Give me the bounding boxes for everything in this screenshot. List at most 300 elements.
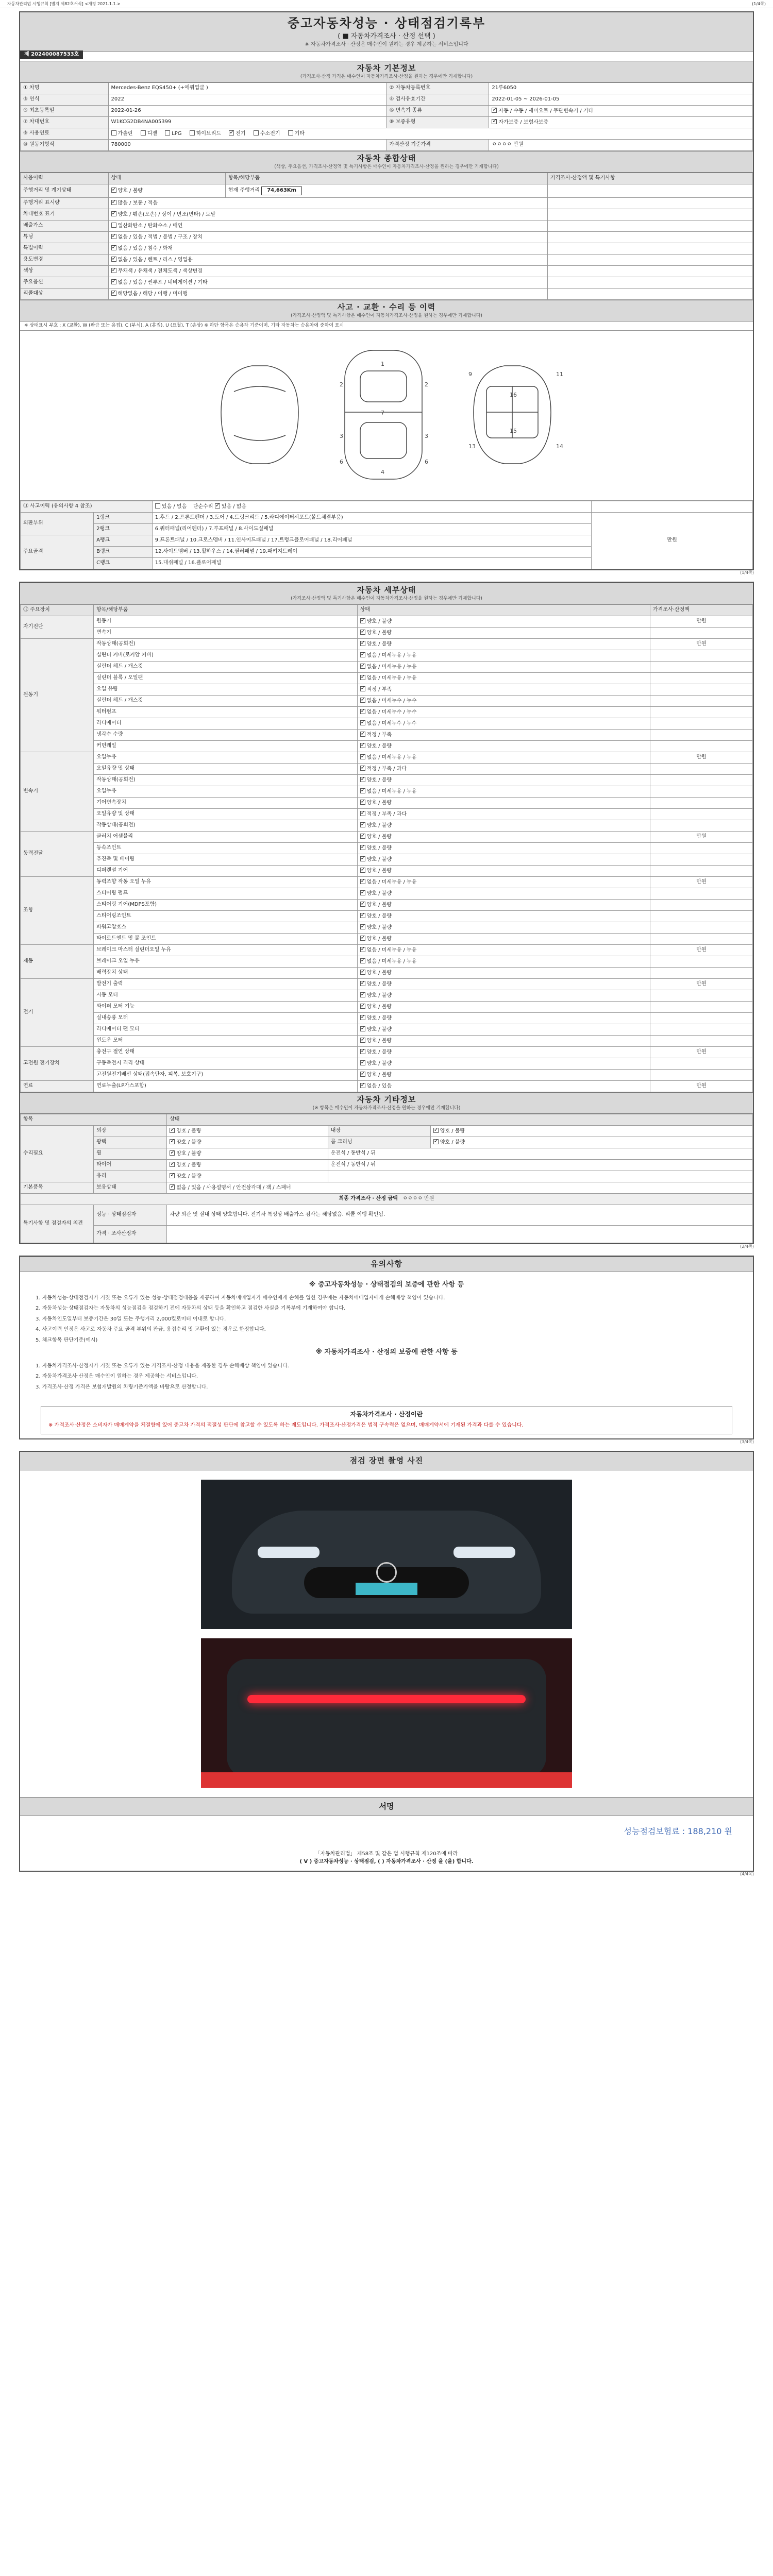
- device-group: 고전원 전기장치: [21, 1047, 94, 1081]
- headlamp-right: [453, 1547, 515, 1558]
- checkbox-checked-icon: [360, 618, 365, 623]
- cell-label: ③ 연식: [21, 94, 109, 105]
- checkbox-checked-icon: [170, 1128, 175, 1133]
- rank-label: C랭크: [94, 558, 153, 569]
- state-options: 일산화탄소 / 탄화수소 / 매연: [117, 223, 183, 229]
- state-options: 양호 / 불량: [366, 902, 392, 908]
- registration-number: 21루6050: [489, 82, 753, 94]
- form-title-block: [20, 12, 753, 58]
- part-name: 오일 유량: [94, 684, 358, 696]
- price-cell: [650, 934, 753, 945]
- table-row: [21, 265, 753, 277]
- price-cell: [650, 696, 753, 707]
- item-name: 룸 크리닝: [328, 1137, 430, 1148]
- base-price: ㅇㅇㅇㅇ 만원: [489, 139, 753, 150]
- table-row: [21, 616, 753, 628]
- table-row: [21, 1126, 753, 1137]
- item-state: [167, 1148, 328, 1160]
- part-state: [357, 956, 650, 968]
- table-row: [21, 741, 753, 752]
- price-cell: [650, 684, 753, 696]
- accident-heading: [20, 300, 753, 321]
- accident-history-label: ⑪ 사고이력 (유의사항 4 참조): [21, 501, 153, 513]
- checkbox-checked-icon: [360, 868, 365, 873]
- price-cell: [650, 764, 753, 775]
- state-options: 없음 / 미세누유 / 누유: [366, 947, 417, 953]
- svg-text:2: 2: [340, 381, 343, 388]
- part-state: [357, 990, 650, 1002]
- price-cell: [650, 628, 753, 639]
- checkbox-checked-icon: [360, 913, 365, 918]
- tail-light-bar: [247, 1695, 526, 1703]
- state-options: 양호 / 불량: [366, 641, 392, 647]
- part-state: [357, 866, 650, 877]
- transmission-options: 자동 / 수동 / 세미오토 / 무단변속기 / 기타: [498, 108, 594, 114]
- fuel-option: 가솔린: [117, 130, 133, 137]
- item-state: [167, 1137, 328, 1148]
- table-row: [21, 718, 753, 730]
- state-options: 없음 / 있음: [366, 1083, 392, 1089]
- part-state: [357, 922, 650, 934]
- column-header: 항목/해당부품: [94, 605, 358, 616]
- item-state: [108, 184, 225, 197]
- checkbox-checked-icon: [360, 720, 365, 725]
- page-indicator: (1/4쪽): [752, 1, 766, 6]
- device-group: 조향: [21, 877, 94, 945]
- basic-info-table: [20, 82, 753, 151]
- checkbox-icon: [254, 130, 259, 135]
- total-label: 최종 가격조사 · 산정 금액: [339, 1196, 398, 1202]
- vehicle-name: Mercedes-Benz EQS450+ (+에쿼업글 ): [108, 82, 386, 94]
- part-state: [357, 616, 650, 628]
- price-cell: [650, 956, 753, 968]
- price-cell: [650, 854, 753, 866]
- history-options: 있음 / 없음: [161, 503, 187, 510]
- price-cell: [548, 231, 753, 243]
- car-outline-icon: [190, 335, 582, 495]
- table-row: [21, 184, 753, 197]
- state-options: 양호 / 불량: [366, 970, 392, 976]
- part-state: [357, 888, 650, 900]
- checkbox-checked-icon: [111, 279, 116, 284]
- rank-parts: 1.후드 / 2.프론트펜더 / 3.도어 / 4.트렁크리드 / 5.라디에이터서포트(볼트체결부품): [152, 513, 592, 524]
- column-header: 상태: [167, 1114, 753, 1126]
- table-row: [21, 639, 753, 650]
- checkbox-checked-icon: [360, 845, 365, 850]
- table-row: [21, 696, 753, 707]
- notes-sub-heading: ※ 자동차가격조사 · 산정의 보증에 관한 사항 등: [315, 1348, 458, 1357]
- checkbox-checked-icon: [360, 777, 365, 782]
- notes-body: [20, 1272, 753, 1401]
- price-cell: [650, 820, 753, 832]
- part-state: [357, 1070, 650, 1081]
- other-title: 자동차 기타정보: [357, 1095, 416, 1104]
- price-cell: 만원: [650, 979, 753, 990]
- table-row: [21, 1182, 753, 1194]
- part-state: [357, 684, 650, 696]
- table-header-row: [21, 1114, 753, 1126]
- exterior-group: 외판부위: [21, 513, 94, 535]
- checkbox-checked-icon: [111, 200, 116, 205]
- note-item: 5. 체크항목 판단기준(예시): [36, 1337, 98, 1343]
- table-row: [21, 979, 753, 990]
- note-item: 2. 자동차가격조사·산정은 매수인이 원하는 경우 제공하는 서비스입니다.: [36, 1374, 198, 1380]
- price-cell: 만원: [650, 877, 753, 888]
- checkbox-checked-icon: [360, 630, 365, 635]
- table-row: [21, 650, 753, 662]
- part-name: 기어변속장치: [94, 798, 358, 809]
- part-name: 시동 모터: [94, 990, 358, 1002]
- checkbox-checked-icon: [360, 981, 365, 986]
- table-header-row: [21, 605, 753, 616]
- repair-label: 단순수리: [193, 503, 213, 510]
- summary-heading: [20, 151, 753, 173]
- column-header: 가격조사·산정액 및 특기사항: [548, 173, 753, 184]
- table-row: [21, 243, 753, 254]
- price-cell: [548, 288, 753, 299]
- accident-price: 만원: [592, 513, 753, 569]
- part-state: [357, 1081, 650, 1092]
- state-options: 양호 / 불량: [366, 936, 392, 942]
- checkbox-checked-icon: [360, 936, 365, 941]
- column-header: 가격조사·산정액: [650, 605, 753, 616]
- checkbox-checked-icon: [170, 1139, 175, 1144]
- part-state: [357, 1036, 650, 1047]
- checkbox-icon: [165, 130, 170, 135]
- basic-info-title: 자동차 기본정보: [357, 63, 416, 73]
- page-mark: (2/4쪽): [740, 1244, 754, 1249]
- state-options: 양호 / 불량: [366, 743, 392, 749]
- table-row: [21, 1194, 753, 1205]
- total-price: [21, 1194, 753, 1205]
- state-options: 양호 / 불량: [366, 1060, 392, 1066]
- rank-label: 2랭크: [94, 524, 153, 535]
- checkbox-icon: [288, 130, 293, 135]
- part-state: [357, 718, 650, 730]
- price-cell: [650, 1002, 753, 1013]
- state-options: 없음 / 미세누유 / 누유: [366, 788, 417, 794]
- cell-label: ⑥ 변속기 종류: [386, 105, 489, 116]
- part-name: 원동기: [94, 616, 358, 628]
- part-name: 작동상태(공회전): [94, 775, 358, 786]
- appraiser-label: 가격 · 조사산정자: [94, 1226, 167, 1243]
- part-name: 디퍼렌셜 기어: [94, 866, 358, 877]
- note-item: 2. 자동차성능·상태점검자는 자동차의 성능점검을 점검하기 전에 자동차의 상태 등을 확인하고 점검한 사실을 기록부에 기재하여야 합니다.: [36, 1306, 346, 1312]
- svg-text:1: 1: [381, 361, 384, 367]
- checkbox-checked-icon: [360, 958, 365, 963]
- state-options: 양호 / 불량: [366, 913, 392, 919]
- notes-sub-heading: ※ 중고자동차성능 · 상태점검의 보증에 관한 사항 등: [309, 1280, 464, 1289]
- checkbox-checked-icon: [360, 1072, 365, 1077]
- part-name: 작동상태(공회전): [94, 820, 358, 832]
- state-options: 양호 / 불량: [366, 845, 392, 851]
- device-group: 동력전달: [21, 832, 94, 877]
- table-row: [21, 866, 753, 877]
- part-state: [357, 673, 650, 684]
- price-cell: [650, 809, 753, 820]
- state-options: 양호 / 불량: [366, 890, 392, 896]
- checkbox-checked-icon: [111, 188, 116, 193]
- table-row: [21, 628, 753, 639]
- checkbox-checked-icon: [433, 1139, 439, 1144]
- part-state: [357, 730, 650, 741]
- checkbox-checked-icon: [111, 245, 116, 250]
- state-options: 무채색 / 유채색 / 전체도색 / 색상변경: [117, 268, 203, 274]
- state-options: 양호 / 불량: [176, 1150, 201, 1157]
- checkbox-checked-icon: [360, 856, 365, 861]
- table-row: [21, 1002, 753, 1013]
- page-mark: (3/4쪽): [740, 1439, 754, 1445]
- state-options: 없음 / 미세누유 / 누유: [366, 652, 417, 658]
- item-name: 차대번호 표기: [21, 209, 109, 220]
- note-item: 3. 가격조사·산정 가격은 보험개발원의 차량기준가액을 바탕으로 산정합니다.: [36, 1384, 208, 1390]
- item-name: 내장: [328, 1126, 430, 1137]
- state-options: 없음 / 미세누유 / 누유: [366, 675, 417, 681]
- state-options: 양호 / 불량: [366, 1038, 392, 1044]
- device-group: 변속기: [21, 752, 94, 832]
- item-state: [108, 209, 548, 220]
- insurance-fee: 성능점검보험료 : 188,210 원: [624, 1826, 732, 1836]
- price-cell: [650, 798, 753, 809]
- warranty-options: 자가보증 / 보험사보증: [498, 119, 549, 125]
- table-row: [21, 1024, 753, 1036]
- part-name: 실린더 헤드 / 개스킷: [94, 662, 358, 673]
- part-state: [357, 775, 650, 786]
- state-options: 없음 / 미세누수 / 누수: [366, 720, 417, 726]
- item-name: 광택: [94, 1137, 167, 1148]
- table-row: [21, 798, 753, 809]
- checkbox-checked-icon: [360, 709, 365, 714]
- device-group: 전기: [21, 979, 94, 1047]
- car-rear-shape: [227, 1659, 546, 1777]
- table-row: [21, 775, 753, 786]
- table-row: [21, 1137, 753, 1148]
- table-row: [21, 105, 753, 116]
- part-state: [357, 820, 650, 832]
- warranty-type: [489, 116, 753, 128]
- table-row: [21, 116, 753, 128]
- part-name: 충전구 절연 상태: [94, 1047, 358, 1058]
- table-row: [21, 684, 753, 696]
- form-title: 중고자동차성능 · 상태점검기록부: [287, 16, 486, 30]
- price-cell: [650, 1036, 753, 1047]
- signature-footer: [20, 1847, 753, 1871]
- detail-table: [20, 604, 753, 1092]
- state-options: 양호 / 불량: [366, 618, 392, 624]
- brand-logo-icon: [376, 1562, 397, 1583]
- column-header: 항목: [21, 1114, 167, 1126]
- rank-parts: 9.프론트패널 / 10.크로스멤버 / 11.인사이드패널 / 17.트렁크플로어패널 / 18.리어패널: [152, 535, 592, 547]
- table-row: [21, 1171, 753, 1182]
- first-registration: 2022-01-26: [108, 105, 386, 116]
- floor-marking: [201, 1772, 572, 1788]
- part-state: [357, 1058, 650, 1070]
- part-name: 작동상태(공회전): [94, 639, 358, 650]
- price-cell: [650, 922, 753, 934]
- price-cell: [650, 673, 753, 684]
- state-options: 없음 / 있음 / 사용설명서 / 안전삼각대 / 잭 / 스패너: [176, 1184, 291, 1191]
- page-1: [19, 11, 754, 570]
- state-options: 양호 / 불량: [440, 1139, 465, 1145]
- note-item: 1. 자동차성능·상태점검자가 거짓 또는 오류가 있는 성능·상태점검내용을 제공하여 자동차매매업자가 매수인에게 손해를 입힌 경우에는 자동차매매업자에게 손해배상 책임이 있습니다.: [36, 1295, 445, 1301]
- license-plate: [356, 1583, 417, 1595]
- damage-legend: ※ 상태표시 부호 : X (교환), W (판금 또는 용접), C (부식), A (흠집), U (요철), T (손상) ※ 하단 항목은 승용차 기준이며, 기타 자동차는 승용차에 준하여 표시: [20, 321, 753, 331]
- svg-text:6: 6: [340, 459, 343, 465]
- table-row: [21, 197, 753, 209]
- part-name: 윈도우 모터: [94, 1036, 358, 1047]
- part-state: [357, 843, 650, 854]
- part-state: [357, 798, 650, 809]
- checkbox-checked-icon: [360, 992, 365, 997]
- state-options: 양호 / 불량: [366, 822, 392, 828]
- table-row: [21, 1148, 753, 1160]
- part-state: [357, 707, 650, 718]
- table-header-row: [21, 173, 753, 184]
- accident-history-value: [152, 501, 592, 513]
- svg-text:16: 16: [510, 392, 517, 398]
- notes-heading: [20, 1257, 753, 1272]
- part-state: [357, 1047, 650, 1058]
- state-options: 없음 / 미세누수 / 누수: [366, 698, 417, 704]
- price-cell: 만원: [650, 945, 753, 956]
- declaration: ( V ) 중고자동차성능 · 상태점검, ( ) 자동차가격조사 · 산정 을 (을) 합니다.: [299, 1858, 474, 1865]
- fuel-options: [108, 128, 752, 139]
- table-row: [21, 277, 753, 288]
- state-options: 양호 / 불량: [366, 1072, 392, 1078]
- part-name: 실내송풍 모터: [94, 1013, 358, 1024]
- part-state: [357, 662, 650, 673]
- price-cell: [650, 730, 753, 741]
- table-row: [21, 1013, 753, 1024]
- svg-text:15: 15: [510, 428, 517, 434]
- price-cell: 만원: [650, 639, 753, 650]
- table-row: [21, 254, 753, 265]
- part-name: 등속조인트: [94, 843, 358, 854]
- table-row: [21, 501, 753, 513]
- item-state: [167, 1171, 328, 1182]
- item-name: 특별이력: [21, 243, 109, 254]
- inspection-photo-rear: [201, 1638, 572, 1788]
- checkbox-checked-icon: [170, 1150, 175, 1156]
- state-options: 없음 / 있음 / 썬루프 / 네비게이션 / 기타: [117, 279, 208, 285]
- price-cell: 만원: [650, 1047, 753, 1058]
- transmission-type: [489, 105, 753, 116]
- item-state: [167, 1160, 328, 1171]
- detail-subtitle: (가격조사·산정액 및 특기사항은 매수인이 자동차가격조사·산정을 원하는 경우에만 기재합니다): [291, 596, 482, 601]
- document-number: 제 202400087533호: [20, 50, 83, 59]
- state-options: 양호 / 훼손(오손) / 상이 / 변조(변타) / 도말: [117, 211, 216, 217]
- state-options: 양호 / 불량: [440, 1128, 465, 1134]
- item-state: [108, 265, 548, 277]
- notes-title: 유의사항: [371, 1259, 402, 1268]
- checkbox-checked-icon: [360, 1004, 365, 1009]
- checkbox-checked-icon: [111, 257, 116, 262]
- device-group: 연료: [21, 1081, 94, 1092]
- price-cell: [548, 197, 753, 209]
- item-name: 보유상태: [94, 1182, 167, 1194]
- table-row: [21, 1081, 753, 1092]
- price-cell: [548, 265, 753, 277]
- item-state: [108, 288, 548, 299]
- part-name: 연료누출(LP가스포함): [94, 1081, 358, 1092]
- notice-title: 자동차가격조사 · 산정이란: [350, 1411, 423, 1418]
- basic-info-heading: [20, 61, 753, 82]
- note-item: 3. 자동차인도일부터 보증기간은 30일 또는 주행거리 2,000킬로미터 이내로 합니다.: [36, 1316, 226, 1322]
- page-mark: (4/4쪽): [740, 1871, 754, 1876]
- table-row: [21, 764, 753, 775]
- table-row: [21, 662, 753, 673]
- part-state: [357, 945, 650, 956]
- table-row: [21, 990, 753, 1002]
- accident-title: 사고 · 교환 · 수리 등 이력: [337, 302, 436, 312]
- part-name: 고전원전기배선 상태(접속단자, 피복, 보호기구): [94, 1070, 358, 1081]
- accident-table: [20, 501, 753, 569]
- table-row: [21, 513, 753, 524]
- summary-subtitle: (색상, 주요옵션, 가격조사·산정액 및 특기사항은 매수인이 자동차가격조사·산정을 원하는 경우에만 기재합니다): [274, 164, 499, 170]
- table-row: [21, 832, 753, 843]
- svg-text:3: 3: [340, 433, 343, 439]
- cell-label: ① 차명: [21, 82, 109, 94]
- part-state: [357, 1013, 650, 1024]
- fuel-option: 기타: [294, 130, 305, 137]
- state-options: 양호 / 불량: [176, 1139, 201, 1145]
- price-cell: [650, 775, 753, 786]
- table-row: [21, 139, 753, 150]
- state-options: 양호 / 불량: [366, 1049, 392, 1055]
- total-value: ㅇㅇㅇㅇ 만원: [402, 1196, 434, 1202]
- note-item: 1. 자동차가격조사·산정자가 거짓 또는 오류가 있는 가격조사·산정 내용을 제공한 경우 손해배상 책임이 있습니다.: [36, 1363, 289, 1369]
- svg-text:4: 4: [381, 469, 384, 476]
- part-state: [357, 628, 650, 639]
- part-state: [357, 741, 650, 752]
- odometer-value: 74,663Km: [261, 187, 302, 195]
- table-row: [21, 877, 753, 888]
- part-name: 라디에이터: [94, 718, 358, 730]
- state-options: 양호 / 불량: [117, 188, 143, 194]
- appraiser-opinion: [167, 1226, 753, 1243]
- part-state: [357, 764, 650, 775]
- table-row: [21, 888, 753, 900]
- state-options: 없음 / 미세누수 / 누수: [366, 709, 417, 715]
- checkbox-checked-icon: [170, 1184, 175, 1190]
- part-name: 스티어링조인트: [94, 911, 358, 922]
- item-state: [108, 254, 548, 265]
- inspection-photo-front: [201, 1480, 572, 1629]
- part-name: 배력장치 상태: [94, 968, 358, 979]
- part-name: 오일누유: [94, 786, 358, 798]
- cell-label: ⑩ 원동기형식: [21, 139, 109, 150]
- part-state: [357, 786, 650, 798]
- state-options: 적정 / 부족 / 과다: [366, 766, 407, 772]
- item-name: 튜닝: [21, 231, 109, 243]
- item-state: [430, 1126, 752, 1137]
- part-name: 파워고압호스: [94, 922, 358, 934]
- rank-parts: 12.사이드멤버 / 13.휠하우스 / 14.필러패널 / 19.패키지트레이: [152, 547, 592, 558]
- part-state: [357, 854, 650, 866]
- part-state: [357, 650, 650, 662]
- vehicle-diagram: [20, 331, 753, 501]
- table-row: [21, 854, 753, 866]
- item-state: [108, 277, 548, 288]
- photo-heading: 점검 장면 촬영 사진: [20, 1452, 753, 1470]
- svg-text:2: 2: [425, 381, 428, 388]
- checkbox-checked-icon: [360, 822, 365, 827]
- part-name: 오일누유: [94, 752, 358, 764]
- state-options: 양호 / 불량: [366, 800, 392, 806]
- part-state: [357, 934, 650, 945]
- state-options: 적정 / 부족: [366, 686, 392, 692]
- cell-label: ⑧ 보증유형: [386, 116, 489, 128]
